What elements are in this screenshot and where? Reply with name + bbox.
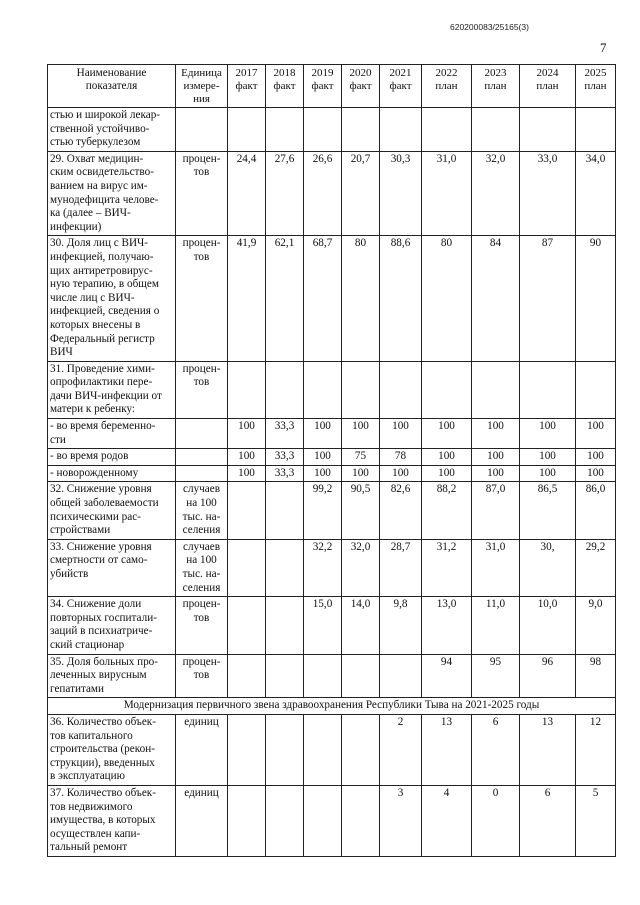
unit-line: процен- — [182, 362, 221, 375]
value-cell: 5 — [576, 785, 616, 856]
value-cell: 3 — [380, 785, 422, 856]
value-cell — [472, 108, 520, 152]
value-cell — [576, 361, 616, 418]
value-cell: 100 — [342, 465, 380, 482]
indicator-name-line: стью и широкой лекар- — [50, 109, 161, 121]
unit-line: тов — [193, 250, 210, 263]
unit-line: тов — [193, 166, 210, 179]
value-cell: 30, — [520, 539, 576, 596]
value-cell — [472, 361, 520, 418]
indicator-name-line: 30. Доля лиц с ВИЧ- — [50, 237, 149, 250]
value-cell: 100 — [304, 449, 342, 466]
indicator-name — [48, 714, 176, 785]
year-kind: факт — [273, 80, 296, 92]
unit-line: тов — [193, 376, 210, 389]
value-cell: 31,0 — [422, 151, 472, 236]
value-cell: 9,0 — [576, 597, 616, 654]
indicator-name-line: тов недвижимого — [50, 800, 133, 813]
value-cell: 100 — [520, 465, 576, 482]
indicator-name-line: ную терапию, в общем — [50, 278, 159, 291]
value-cell: 88,6 — [380, 236, 422, 361]
value-cell: 28,7 — [380, 539, 422, 596]
indicator-name-line: - во время беременно- — [50, 420, 156, 433]
indicator-name-line: мунодефицита челове- — [50, 193, 159, 206]
unit-line: процен- — [182, 152, 221, 165]
value-cell: 100 — [576, 449, 616, 466]
value-cell: 100 — [342, 419, 380, 449]
indicator-name — [48, 151, 176, 236]
year-label: 2018 — [273, 67, 296, 79]
unit-cell — [176, 714, 228, 785]
year-kind: план — [484, 80, 507, 92]
indicator-name — [48, 785, 176, 856]
unit-line: единиц — [184, 715, 219, 728]
header-year — [380, 65, 422, 108]
header-year — [576, 65, 616, 108]
indicator-name-line: инфекцией, сведения о — [50, 305, 160, 318]
section-title: Модернизация первичного звена здравоохранения Республики Тыва на 2021-2025 годы — [48, 698, 616, 715]
unit-cell — [176, 597, 228, 654]
indicator-name-line: - новорожденному — [50, 466, 139, 479]
value-cell: 94 — [422, 654, 472, 698]
indicator-name-line: тальный ремонт — [50, 841, 128, 854]
header-year — [520, 65, 576, 108]
table-row — [48, 654, 616, 698]
indicator-name — [48, 108, 176, 152]
value-cell: 100 — [576, 465, 616, 482]
header-name-line: Наименование — [76, 67, 147, 79]
table-row — [48, 465, 616, 482]
indicator-name-line: ским освидетельство- — [50, 166, 154, 179]
unit-cell — [176, 539, 228, 596]
header-year — [304, 65, 342, 108]
value-cell: 80 — [422, 236, 472, 361]
value-cell — [342, 361, 380, 418]
indicator-name-line: 33. Снижение уровня — [50, 540, 152, 553]
year-kind: план — [435, 80, 458, 92]
value-cell: 62,1 — [266, 236, 304, 361]
table-row — [48, 236, 616, 361]
value-cell: 34,0 — [576, 151, 616, 236]
value-cell: 14,0 — [342, 597, 380, 654]
value-cell — [576, 108, 616, 152]
value-cell — [266, 785, 304, 856]
header-unit-line: измере- — [183, 80, 220, 92]
value-cell: 20,7 — [342, 151, 380, 236]
value-cell: 26,6 — [304, 151, 342, 236]
indicator-name-line: струкции), введенных — [50, 756, 155, 769]
unit-line: процен- — [182, 237, 221, 250]
header-year — [342, 65, 380, 108]
value-cell: 100 — [228, 465, 266, 482]
table-row — [48, 419, 616, 449]
value-cell: 11,0 — [472, 597, 520, 654]
value-cell: 100 — [380, 465, 422, 482]
value-cell — [342, 654, 380, 698]
year-label: 2020 — [349, 67, 372, 79]
value-cell: 100 — [422, 465, 472, 482]
value-cell: 100 — [228, 419, 266, 449]
indicator-name-line: повторных госпитали- — [50, 611, 157, 624]
value-cell: 84 — [472, 236, 520, 361]
header-unit-line: ния — [193, 93, 210, 105]
value-cell: 10,0 — [520, 597, 576, 654]
year-label: 2022 — [435, 67, 458, 79]
unit-cell — [176, 108, 228, 152]
value-cell — [520, 108, 576, 152]
table-row — [48, 361, 616, 418]
unit-line: на 100 — [186, 554, 217, 567]
value-cell — [228, 714, 266, 785]
value-cell: 86,0 — [576, 482, 616, 539]
value-cell: 33,0 — [520, 151, 576, 236]
table-row — [48, 714, 616, 785]
unit-cell — [176, 151, 228, 236]
value-cell: 9,8 — [380, 597, 422, 654]
year-kind: план — [536, 80, 559, 92]
indicator-name-line: ванием на вирус им- — [50, 179, 148, 192]
indicator-name-line: стью туберкулезом — [50, 136, 141, 149]
value-cell: 86,5 — [520, 482, 576, 539]
value-cell: 90,5 — [342, 482, 380, 539]
value-cell — [228, 654, 266, 698]
value-cell — [266, 654, 304, 698]
value-cell — [520, 361, 576, 418]
value-cell — [266, 361, 304, 418]
year-kind: факт — [349, 80, 372, 92]
indicator-name-line: дачи ВИЧ-инфекции от — [50, 389, 162, 402]
value-cell: 13 — [520, 714, 576, 785]
unit-cell — [176, 361, 228, 418]
value-cell: 33,3 — [266, 449, 304, 466]
value-cell: 12 — [576, 714, 616, 785]
value-cell: 100 — [472, 465, 520, 482]
value-cell: 100 — [304, 419, 342, 449]
value-cell — [228, 482, 266, 539]
table-row — [48, 785, 616, 856]
value-cell: 33,3 — [266, 419, 304, 449]
unit-line: на 100 — [186, 497, 217, 510]
value-cell — [266, 108, 304, 152]
value-cell — [380, 108, 422, 152]
header-name-line: показателя — [85, 80, 138, 92]
value-cell: 100 — [228, 449, 266, 466]
indicator-name-line: 31. Проведение хими- — [50, 362, 155, 375]
year-label: 2021 — [389, 67, 412, 79]
value-cell: 75 — [342, 449, 380, 466]
indicator-name-line: тов капитального — [50, 729, 133, 742]
unit-line: процен- — [182, 655, 221, 668]
value-cell: 15,0 — [304, 597, 342, 654]
indicator-name-line: осуществлен капи- — [50, 827, 141, 840]
indicator-name-line: общей заболеваемости — [50, 497, 159, 510]
year-kind: факт — [311, 80, 334, 92]
indicator-name-line: которых внесены в — [50, 318, 141, 331]
unit-line: единиц — [184, 786, 219, 799]
table-row — [48, 449, 616, 466]
indicator-name-line: инфекции) — [50, 220, 102, 233]
indicator-name-line: убийств — [50, 568, 89, 580]
value-cell: 100 — [576, 419, 616, 449]
unit-cell — [176, 449, 228, 466]
header-year — [228, 65, 266, 108]
indicator-name-line: 34. Снижение доли — [50, 598, 142, 611]
indicator-name-line: 29. Охват медицин- — [50, 152, 144, 165]
year-label: 2017 — [235, 67, 258, 79]
indicator-name-line: леченных вирусным — [50, 669, 147, 682]
value-cell: 31,2 — [422, 539, 472, 596]
value-cell: 32,2 — [304, 539, 342, 596]
value-cell: 32,0 — [342, 539, 380, 596]
value-cell — [228, 108, 266, 152]
unit-line: тов — [193, 611, 210, 624]
unit-cell — [176, 482, 228, 539]
indicator-name-line: Федеральный регистр — [50, 332, 155, 345]
value-cell — [422, 108, 472, 152]
value-cell — [266, 482, 304, 539]
indicator-name-line: заций в психиатриче- — [50, 625, 153, 638]
value-cell — [228, 597, 266, 654]
year-kind: факт — [389, 80, 412, 92]
value-cell: 100 — [304, 465, 342, 482]
indicators-table — [47, 64, 616, 857]
value-cell: 80 — [342, 236, 380, 361]
indicator-name-line: ВИЧ — [50, 346, 73, 359]
value-cell — [380, 654, 422, 698]
year-label: 2025 — [584, 67, 607, 79]
value-cell — [304, 108, 342, 152]
indicator-name — [48, 449, 176, 466]
value-cell — [228, 361, 266, 418]
indicator-name-line: ственной устойчиво- — [50, 122, 150, 135]
value-cell: 87 — [520, 236, 576, 361]
unit-cell — [176, 465, 228, 482]
value-cell: 32,0 — [472, 151, 520, 236]
indicator-name — [48, 465, 176, 482]
value-cell: 88,2 — [422, 482, 472, 539]
table-row — [48, 539, 616, 596]
value-cell: 100 — [472, 419, 520, 449]
value-cell — [422, 361, 472, 418]
value-cell: 4 — [422, 785, 472, 856]
indicator-name — [48, 236, 176, 361]
indicator-name-line: опрофилактики пере- — [50, 376, 153, 389]
header-unit-line: Единица — [181, 67, 222, 79]
value-cell: 95 — [472, 654, 520, 698]
indicator-name-line: строительства (рекон- — [50, 743, 155, 756]
value-cell — [342, 714, 380, 785]
indicator-name-line: 37. Количество объек- — [50, 786, 156, 799]
value-cell: 6 — [520, 785, 576, 856]
header-name — [48, 65, 176, 108]
table-row — [48, 108, 616, 152]
indicator-name-line: смертности от само- — [50, 554, 148, 567]
header-year — [472, 65, 520, 108]
value-cell — [380, 361, 422, 418]
value-cell: 100 — [520, 419, 576, 449]
unit-cell — [176, 236, 228, 361]
value-cell: 27,6 — [266, 151, 304, 236]
value-cell — [228, 539, 266, 596]
indicator-name-line: имущества, в которых — [50, 814, 156, 827]
year-kind: факт — [235, 80, 258, 92]
value-cell: 33,3 — [266, 465, 304, 482]
unit-line: селения — [182, 581, 221, 594]
indicator-name-line: щих антиретровирус- — [50, 264, 153, 277]
unit-line: тов — [193, 669, 210, 682]
year-label: 2024 — [536, 67, 559, 79]
section-body — [48, 698, 616, 715]
value-cell — [342, 108, 380, 152]
indicator-name — [48, 654, 176, 698]
section-header-row — [48, 698, 616, 715]
year-label: 2019 — [311, 67, 334, 79]
indicator-name-line: инфекцией, получаю- — [50, 250, 154, 263]
value-cell: 96 — [520, 654, 576, 698]
value-cell — [266, 539, 304, 596]
unit-line: тыс. на- — [182, 510, 221, 523]
table-body — [48, 108, 616, 698]
value-cell: 78 — [380, 449, 422, 466]
value-cell: 30,3 — [380, 151, 422, 236]
value-cell — [342, 785, 380, 856]
value-cell: 24,4 — [228, 151, 266, 236]
value-cell: 13 — [422, 714, 472, 785]
value-cell: 100 — [422, 419, 472, 449]
indicator-name-line: сти — [50, 433, 66, 446]
unit-line: тыс. на- — [182, 568, 221, 580]
indicator-name-line: психическими рас- — [50, 510, 141, 523]
unit-cell — [176, 419, 228, 449]
indicator-name-line: 35. Доля больных про- — [50, 655, 159, 668]
table-header-row — [48, 65, 616, 108]
value-cell — [266, 597, 304, 654]
indicator-name-line: ка (далее – ВИЧ- — [50, 207, 131, 220]
table-row — [48, 482, 616, 539]
header-unit — [176, 65, 228, 108]
header-year — [266, 65, 304, 108]
value-cell — [304, 654, 342, 698]
table-body-2 — [48, 714, 616, 856]
value-cell: 0 — [472, 785, 520, 856]
header-year — [422, 65, 472, 108]
value-cell: 82,6 — [380, 482, 422, 539]
value-cell: 100 — [472, 449, 520, 466]
value-cell: 29,2 — [576, 539, 616, 596]
indicator-name — [48, 597, 176, 654]
document-id: 620200083/25165(3) — [450, 22, 529, 32]
indicator-name-line: ский стационар — [50, 638, 125, 651]
value-cell: 31,0 — [472, 539, 520, 596]
year-label: 2023 — [484, 67, 507, 79]
indicator-name-line: - во время родов — [50, 450, 129, 463]
unit-line: случаев — [183, 540, 220, 553]
value-cell — [304, 785, 342, 856]
value-cell: 100 — [380, 419, 422, 449]
value-cell: 100 — [422, 449, 472, 466]
indicator-name-line: стройствами — [50, 524, 111, 537]
indicator-name-line: числе лиц с ВИЧ- — [50, 291, 135, 304]
unit-cell — [176, 654, 228, 698]
value-cell: 2 — [380, 714, 422, 785]
value-cell: 68,7 — [304, 236, 342, 361]
unit-line: случаев — [183, 483, 220, 496]
page-number: 7 — [600, 40, 607, 55]
indicator-name-line: 32. Снижение уровня — [50, 483, 152, 496]
indicator-name — [48, 482, 176, 539]
indicator-name — [48, 361, 176, 418]
unit-cell — [176, 785, 228, 856]
indicator-name — [48, 419, 176, 449]
value-cell — [304, 361, 342, 418]
value-cell: 13,0 — [422, 597, 472, 654]
value-cell: 98 — [576, 654, 616, 698]
value-cell: 100 — [520, 449, 576, 466]
indicator-name-line: матери к ребенку: — [50, 403, 136, 416]
value-cell — [304, 714, 342, 785]
table-row — [48, 597, 616, 654]
unit-line: процен- — [182, 598, 221, 611]
indicator-name-line: гепатитами — [50, 682, 105, 695]
value-cell: 90 — [576, 236, 616, 361]
unit-line: селения — [182, 524, 221, 537]
table-row — [48, 151, 616, 236]
value-cell: 99,2 — [304, 482, 342, 539]
value-cell — [266, 714, 304, 785]
indicator-name-line: 36. Количество объек- — [50, 715, 156, 728]
value-cell — [228, 785, 266, 856]
year-kind: план — [584, 80, 607, 92]
value-cell: 6 — [472, 714, 520, 785]
indicator-name-line: в эксплуатацию — [50, 770, 126, 783]
value-cell: 41,9 — [228, 236, 266, 361]
value-cell: 87,0 — [472, 482, 520, 539]
indicator-name — [48, 539, 176, 596]
